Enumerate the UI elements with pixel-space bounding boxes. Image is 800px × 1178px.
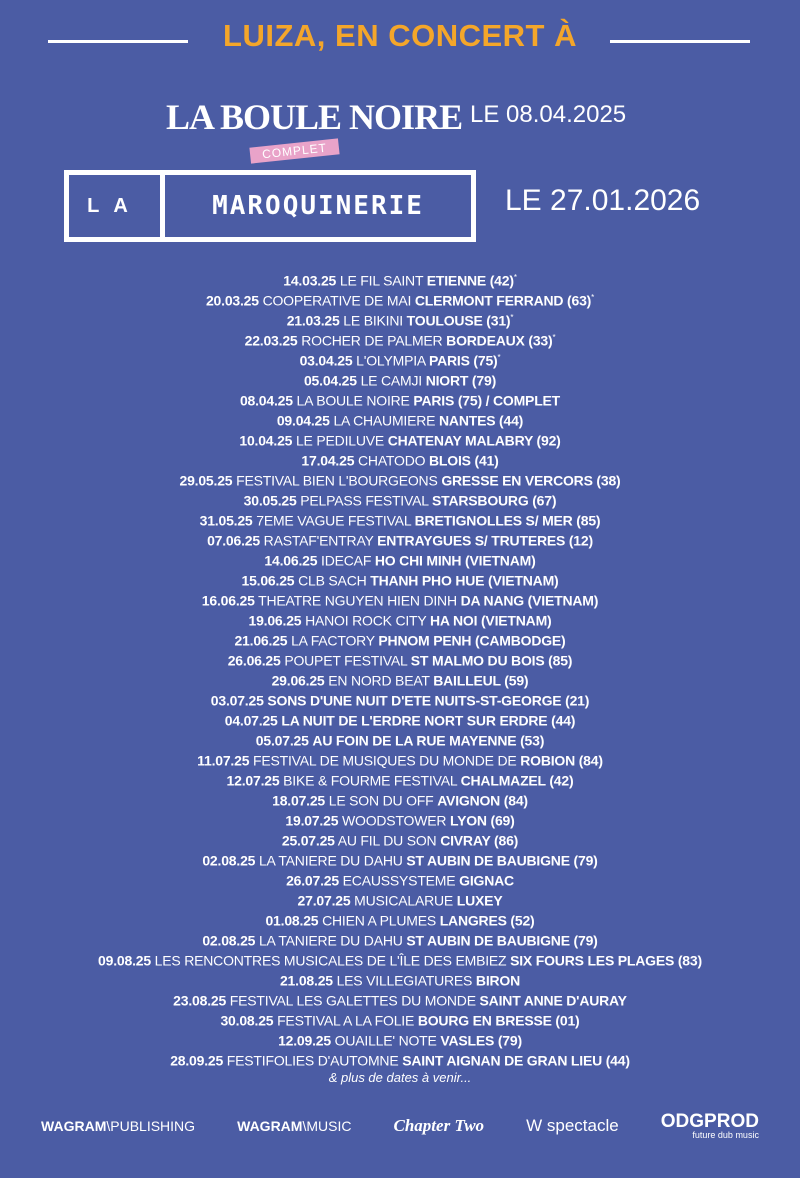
date: 02.08.25 [202,932,256,949]
venue: FESTIVAL A LA FOLIE [277,1012,415,1029]
venue: CHIEN A PLUMES [322,912,436,929]
tour-date-row [0,1028,800,1048]
wagram-music-wordmark: WAGRAM [237,1118,303,1134]
venue: THEATRE NGUYEN HIEN DINH [258,592,457,609]
city: BAILLEUL (59) [433,672,529,689]
date: 29.06.25 [271,672,325,689]
venue: IDECAF [321,552,372,569]
city: GIGNAC [459,872,514,889]
city: BOURG EN BRESSE (01) [417,1012,580,1029]
city: LA NUIT DE L'ERDRE NORT SUR ERDRE (44) [281,712,576,729]
venue: POUPET FESTIVAL [284,652,408,669]
city: PARIS (75) [428,352,498,369]
tour-date-row [0,328,800,348]
venue: CHATODO [358,452,426,469]
city: STARSBOURG (67) [432,492,557,509]
venue: LE CAMJI [360,372,422,389]
date: 22.03.25 [244,332,298,349]
date: 30.08.25 [220,1012,274,1029]
date: 02.08.25 [202,852,256,869]
wagram-publishing-logo [41,1118,195,1134]
city: CIVRAY (86) [440,832,519,849]
venue: OUAILLE' NOTE [334,1032,437,1049]
date: 26.06.25 [227,652,281,669]
date: 16.06.25 [201,592,255,609]
tour-date-row [0,288,800,308]
date: 10.04.25 [239,432,293,449]
date: 25.07.25 [281,832,335,849]
tour-date-row [0,448,800,468]
venue: AU FIL DU SON [337,832,437,849]
tour-date-row [0,968,800,988]
city: PARIS (75) / COMPLET [413,392,561,409]
tour-date-row [0,828,800,848]
date: 15.06.25 [241,572,295,589]
tour-date-row [0,608,800,628]
tour-date-row [0,268,800,288]
city: BLOIS (41) [429,452,499,469]
tour-date-row [0,588,800,608]
city: ST MALMO DU BOIS (85) [410,652,573,669]
tour-date-row [0,388,800,408]
venue: 7EME VAGUE FESTIVAL [256,512,411,529]
venue: FESTIVAL DE MUSIQUES DU MONDE DE [253,752,517,769]
city: LYON (69) [450,812,515,829]
wagram-music-logo [237,1118,351,1134]
venue: BIKE & FOURME FESTIVAL [283,772,457,789]
date: 21.08.25 [279,972,333,989]
tour-date-row [0,368,800,388]
city: LANGRES (52) [439,912,535,929]
city: BRETIGNOLLES S/ MER (85) [414,512,601,529]
city: CHATENAY MALABRY (92) [387,432,561,449]
tour-date-row [0,408,800,428]
venue: LA FACTORY [291,632,375,649]
date: 12.07.25 [226,772,280,789]
date: 19.06.25 [248,612,302,629]
footnote-mark: * [497,353,501,362]
date: 03.07.25 [210,692,264,709]
city: HA NOI (VIETNAM) [430,612,552,629]
city: TOULOUSE (31) [406,312,511,329]
date: 23.08.25 [173,992,227,1009]
date: 05.07.25 [255,732,309,749]
venue: LA TANIERE DU DAHU [258,852,403,869]
tour-date-row [0,688,800,708]
date: 01.08.25 [265,912,319,929]
date: 18.07.25 [272,792,326,809]
tour-date-row [0,748,800,768]
odgprod-tagline: future dub music [692,1130,759,1140]
venue: EN NORD BEAT [328,672,430,689]
tour-date-row [0,548,800,568]
tour-date-row [0,908,800,928]
date: 21.03.25 [286,312,340,329]
date: 09.08.25 [98,952,151,969]
date: 14.03.25 [283,272,337,289]
date: 31.05.25 [199,512,253,529]
city: SAINT ANNE D'AURAY [479,992,627,1009]
city: ETIENNE (42) [426,272,514,289]
city: CLERMONT FERRAND (63) [414,292,592,309]
tour-date-row [0,1048,800,1068]
tour-date-row [0,788,800,808]
date: 26.07.25 [286,872,339,889]
wagram-music-suffix: \MUSIC [302,1118,352,1134]
city: ROBION (84) [520,752,603,769]
city: LUXEY [456,892,503,909]
venue: LE PEDILUVE [295,432,385,449]
tour-date-row [0,468,800,488]
boule-noire-logo: LA BOULE NOIRE [166,97,463,137]
partner-logos [0,1112,800,1140]
venue: ROCHER DE PALMER [301,332,443,349]
tour-date-row [0,1008,800,1028]
wagram-publishing-wordmark: WAGRAM [41,1118,107,1134]
city: HO CHI MINH (VIETNAM) [374,552,536,569]
date: 28.09.25 [170,1052,224,1069]
city: AVIGNON (84) [437,792,528,809]
city: BIRON [475,972,521,989]
tour-date-row [0,728,800,748]
venue: MUSICALARUE [354,892,454,909]
title-rule-right [610,40,750,43]
venue: LES RENCONTRES MUSICALES DE L'ÎLE DES EMBIEZ [154,952,507,969]
tour-date-row [0,888,800,908]
maroquinerie-date: LE 27.01.2026 [505,184,701,217]
city: NANTES (44) [439,412,524,429]
city: SAINT AIGNAN DE GRAN LIEU (44) [402,1052,630,1069]
tour-date-row [0,528,800,548]
date: 20.03.25 [205,292,259,309]
tour-date-row [0,928,800,948]
venue: PELPASS FESTIVAL [300,492,429,509]
venue: L'OLYMPIA [356,352,426,369]
date: 04.07.25 [224,712,278,729]
tour-date-row [0,808,800,828]
date: 03.04.25 [299,352,353,369]
venue: WOODSTOWER [342,812,447,829]
wagram-publishing-suffix: \PUBLISHING [106,1118,196,1134]
date: 21.06.25 [234,632,288,649]
city: NIORT (79) [425,372,497,389]
date: 29.05.25 [179,472,233,489]
city: BORDEAUX (33) [446,332,553,349]
tour-date-row [0,988,800,1008]
city: VASLES (79) [440,1032,522,1049]
tour-date-row [0,948,800,968]
footnote-mark: * [552,333,556,342]
date: 07.06.25 [207,532,260,549]
city: ENTRAYGUES S/ TRUTERES (12) [377,532,593,549]
tour-date-row [0,648,800,668]
tour-date-row [0,708,800,728]
date: 12.09.25 [278,1032,331,1049]
tour-date-row [0,568,800,588]
maroquinerie-la: LA [69,175,165,237]
date: 08.04.25 [239,392,293,409]
complet-badge: COMPLET [249,138,339,163]
venue: LES VILLEGIATURES [336,972,473,989]
date: 27.07.25 [297,892,351,909]
boule-noire-date: LE 08.04.2025 [470,101,627,128]
city: GRESSE EN VERCORS (38) [441,472,621,489]
venue: HANOI ROCK CITY [305,612,427,629]
venue: FESTIVAL LES GALETTES DU MONDE [229,992,476,1009]
maroquinerie-logo [64,170,476,242]
city: AU FOIN DE LA RUE MAYENNE (53) [312,732,545,749]
tour-date-row [0,868,800,888]
venue: FESTIVAL BIEN L'BOURGEONS [236,472,438,489]
footnote-mark: * [513,273,517,282]
tour-date-row [0,848,800,868]
date: 05.04.25 [303,372,357,389]
tour-date-row [0,668,800,688]
date: 17.04.25 [301,452,355,469]
footnote-mark: * [591,293,595,302]
city: DA NANG (VIETNAM) [460,592,599,609]
odgprod-logo [661,1112,759,1140]
date: 11.07.25 [197,752,250,769]
venue: LE SON DU OFF [328,792,434,809]
date: 19.07.25 [285,812,339,829]
venue: RASTAF'ENTRAY [263,532,374,549]
city: ST AUBIN DE BAUBIGNE (79) [406,932,598,949]
more-dates-note: & plus de dates à venir... [328,1070,472,1085]
tour-date-row [0,428,800,448]
venue: LA CHAUMIERE [333,412,436,429]
city: SONS D'UNE NUIT D'ETE NUITS-ST-GEORGE (21) [267,692,590,709]
venue: LE BIKINI [343,312,403,329]
city: ST AUBIN DE BAUBIGNE (79) [406,852,598,869]
tour-date-row [0,628,800,648]
date: 09.04.25 [276,412,330,429]
w-spectacle-logo: W spectacle [526,1116,619,1135]
venue: ECAUSSYSTEME [342,872,456,889]
tour-date-row [0,508,800,528]
tour-date-row [0,308,800,328]
tour-date-row [0,768,800,788]
venue: FESTIFOLIES D'AUTOMNE [226,1052,399,1069]
poster-title: LUIZA, EN CONCERT À [223,18,577,53]
city: CHALMAZEL (42) [460,772,574,789]
maroquinerie-name: MAROQUINERIE [212,191,424,221]
city: SIX FOURS LES PLAGES (83) [510,952,702,969]
chapter-two-logo: Chapter Two [393,1116,485,1135]
date: 30.05.25 [243,492,297,509]
tour-dates-list [0,268,800,1085]
city: PHNOM PENH (CAMBODGE) [378,632,566,649]
venue: CLB SACH [298,572,367,589]
venue: LA TANIERE DU DAHU [258,932,403,949]
venue: COOPERATIVE DE MAI [262,292,412,309]
tour-date-row [0,348,800,368]
tour-date-row [0,488,800,508]
date: 14.06.25 [264,552,318,569]
venue: LE FIL SAINT [339,272,424,289]
odgprod-wordmark: ODGPROD [660,1111,759,1132]
venue: LA BOULE NOIRE [296,392,410,409]
footnote-mark: * [510,313,514,322]
city: THANH PHO HUE (VIETNAM) [370,572,559,589]
